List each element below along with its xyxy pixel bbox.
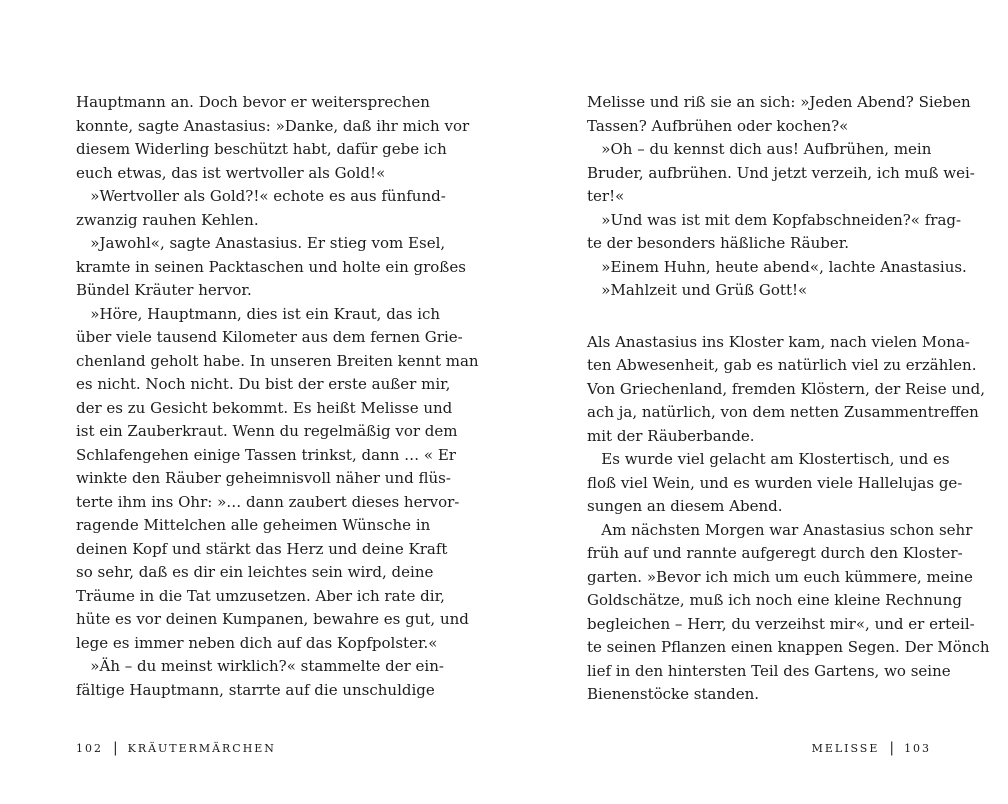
text-line: lief in den hintersten Teil des Gartens, wo seine [587, 661, 951, 680]
text-line: der es zu Gesicht bekommt. Es heißt Melisse und [76, 398, 453, 417]
text-line: Melisse und riß sie an sich: »Jeden Abend? Sieben [587, 93, 971, 111]
text-line: Träume in die Tat umzusetzen. Aber ich rate dir, [76, 586, 445, 605]
text-line: Schlafengehen einige Tassen trinkst, dann … « Er [76, 445, 456, 464]
text-line: ragende Mittelchen alle geheimen Wünsche in [76, 516, 431, 534]
text-line: Von Griechenland, fremden Klöstern, der Reise und, [587, 379, 986, 398]
text-line: früh auf und rannte aufgeregt durch den Kloster- [587, 544, 963, 562]
text-line: Als Anastasius ins Kloster kam, nach vielen Mona- [587, 332, 970, 351]
text-line: winkte den Räuber geheimnisvoll näher und flüs- [76, 469, 451, 487]
text-line: »Jawohl«, sagte Anastasius. Er stieg vom Esel, [76, 234, 446, 252]
footer-separator-right: | [889, 740, 895, 756]
text-line: Bienenstöcke standen. [587, 685, 760, 703]
text-line: Es wurde viel gelacht am Klostertisch, und es [587, 450, 950, 468]
text-line: »Einem Huhn, heute abend«, lachte Anastasius. [587, 257, 967, 276]
text-line: Bruder, aufbrühen. Und jetzt verzeih, ich muß wei- [587, 163, 975, 182]
text-line: Hauptmann an. Doch bevor er weitersprechen [76, 93, 430, 111]
text-line: »Mahlzeit und Grüß Gott!« [587, 281, 808, 299]
text-line: diesem Widerling beschützt habt, dafür gebe ich [76, 140, 447, 158]
right-page [504, 0, 1008, 804]
text-line: kramte in seinen Packtaschen und holte ein großes [76, 257, 466, 276]
text-line: mit der Räuberbande. [587, 426, 755, 445]
text-line: terte ihm ins Ohr: »… dann zaubert dieses hervor- [76, 492, 460, 511]
page-number-right: 103 [904, 741, 931, 755]
text-line: begleichen – Herr, du verzeihst mir«, und er erteil- [587, 614, 975, 633]
text-line: »Höre, Hauptmann, dies ist ein Kraut, das ich [76, 304, 441, 323]
text-line: sungen an diesem Abend. [587, 497, 783, 515]
text-line: zwanzig rauhen Kehlen. [76, 210, 259, 229]
footer-separator-left: | [112, 740, 118, 756]
text-line: chenland geholt habe. In unseren Breiten kennt man [76, 351, 479, 370]
text-line: hüte es vor deinen Kumpanen, bewahre es gut, und [76, 610, 469, 628]
page-number-left: 102 [76, 741, 103, 755]
text-line: ten Abwesenheit, gab es natürlich viel zu erzählen. [587, 356, 977, 374]
left-footer [76, 740, 276, 756]
text-line: »Äh – du meinst wirklich?« stammelte der ein- [76, 657, 444, 675]
section-break [587, 303, 935, 331]
running-head-right: MELISSE [811, 741, 880, 755]
left-page-text [76, 91, 479, 702]
text-line: deinen Kopf und stärkt das Herz und deine Kraft [76, 539, 448, 558]
text-line: »Oh – du kennst dich aus! Aufbrühen, mein [587, 140, 932, 158]
text-line: so sehr, daß es dir ein leichtes sein wird, deine [76, 563, 434, 581]
right-page-text [587, 91, 990, 707]
text-line: floß viel Wein, und es wurden viele Hallelujas ge- [587, 473, 963, 492]
text-line: fältige Hauptmann, starrte auf die unschuldige [76, 680, 435, 699]
text-line: lege es immer neben dich auf das Kopfpolster.« [76, 633, 438, 652]
text-line: über viele tausend Kilometer aus dem fernen Grie- [76, 328, 463, 346]
text-line: Bündel Kräuter hervor. [76, 281, 252, 299]
text-line: garten. »Bevor ich mich um euch kümmere, meine [587, 567, 973, 586]
text-line: ach ja, natürlich, von dem netten Zusammentreffen [587, 403, 979, 421]
text-line: konnte, sagte Anastasius: »Danke, daß ihr mich vor [76, 116, 470, 135]
text-line: »Und was ist mit dem Kopfabschneiden?« frag- [587, 210, 962, 229]
text-line: ist ein Zauberkraut. Wenn du regelmäßig vor dem [76, 422, 458, 440]
text-line: »Wertvoller als Gold?!« echote es aus fünfund- [76, 187, 446, 205]
text-line: Goldschätze, muß ich noch eine kleine Rechnung [587, 591, 962, 609]
right-footer [812, 740, 931, 756]
text-line: ter!« [587, 187, 625, 205]
text-line: te der besonders häßliche Räuber. [587, 234, 850, 252]
text-line: euch etwas, das ist wertvoller als Gold!« [76, 163, 386, 182]
text-line: Am nächsten Morgen war Anastasius schon sehr [587, 520, 973, 539]
running-head-left: KRÄUTERMÄRCHEN [127, 741, 276, 755]
text-line: te seinen Pflanzen einen knappen Segen. Der Mönch [587, 638, 990, 656]
text-line: Tassen? Aufbrühen oder kochen?« [587, 116, 849, 135]
text-line: es nicht. Noch nicht. Du bist der erste außer mir, [76, 375, 451, 393]
